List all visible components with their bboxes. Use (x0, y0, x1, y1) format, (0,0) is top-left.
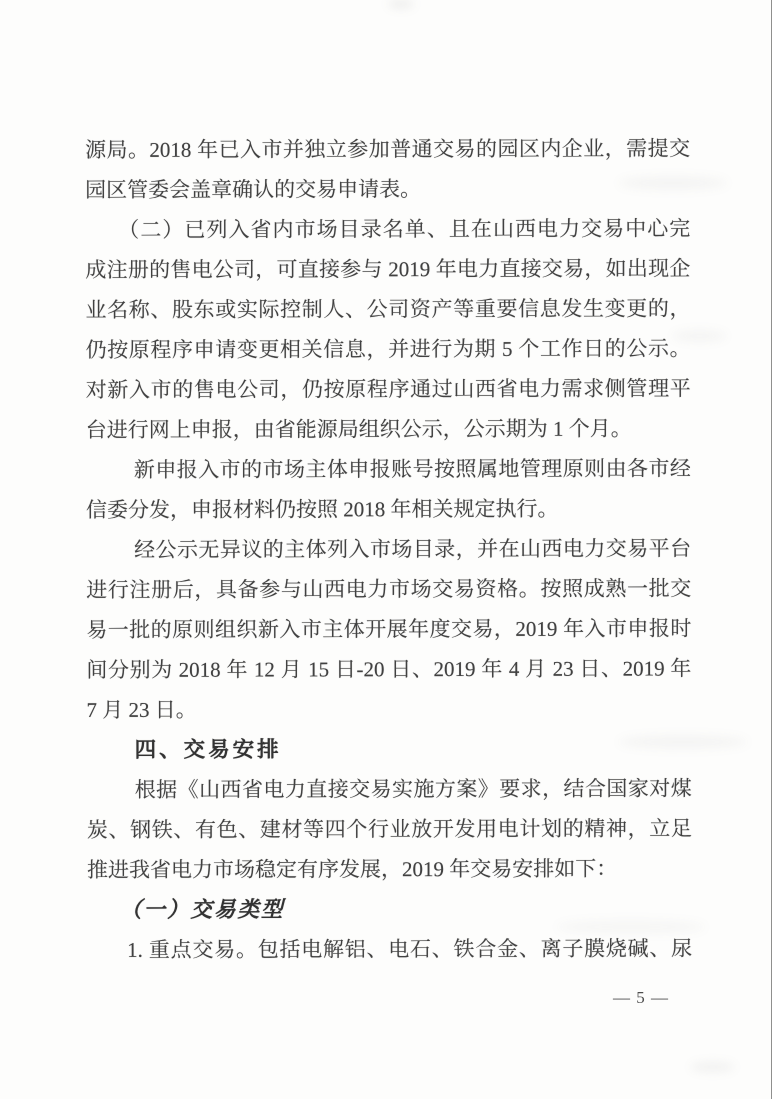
text-line: （二）已列入省内市场目录名单、且在山西电力交易中心完 (118, 216, 691, 242)
text-line: 园区管委会盖章确认的交易申请表。 (85, 177, 422, 202)
text-line: 仍按原程序申请变更相关信息，并进行为期 5 个工作日的公示。 (85, 336, 691, 362)
text-line: 1. 重点交易。包括电解铝、电石、铁合金、离子膜烧碱、尿 (127, 936, 693, 962)
section-heading: 四、交易安排 (134, 737, 282, 762)
text-line: 信委分发，申报材料仍按照 2018 年相关规定执行。 (85, 496, 559, 522)
text-line: 间分别为 2018 年 12 月 15 日-20 日、2019 年 4 月 23 日、2019 年 (86, 656, 692, 682)
text-line: 对新入市的售电公司，仍按原程序通过山西省电力需求侧管理平 (85, 376, 691, 402)
text-line: 推进我省电力市场稳定有序发展，2019 年交易安排如下： (86, 856, 618, 882)
document-body (85, 128, 692, 970)
text-line: 台进行网上申报，由省能源局组织公示，公示期为 1 个月。 (85, 416, 632, 442)
scan-artifact (388, 0, 414, 8)
text-line: 根据《山西省电力直接交易实施方案》要求，结合国家对煤 (134, 776, 692, 802)
text-line: 经公示无异议的主体列入市场目录，并在山西电力交易平台 (134, 536, 692, 562)
text-line: 业名称、股东或实际控制人、公司资产等重要信息发生变更的， (85, 296, 691, 322)
text-line: 成注册的售电公司，可直接参与 2019 年电力直接交易，如出现企 (85, 256, 691, 282)
subsection-heading: （一）交易类型 (120, 897, 285, 922)
text-line: 易一批的原则组织新入市主体开展年度交易，2019 年入市申报时 (86, 616, 692, 642)
text-line: 新申报入市的市场主体申报账号按照属地管理原则由各市经 (133, 456, 691, 482)
text-line: 7 月 23 日。 (86, 697, 197, 722)
text-line: 进行注册后，具备参与山西电力市场交易资格。按照成熟一批交 (86, 576, 692, 602)
text-line: 源局。2018 年已入市并独立参加普通交易的园区内企业，需提交 (85, 136, 691, 162)
scan-artifact (690, 1062, 735, 1072)
text-line: 炭、钢铁、有色、建材等四个行业放开发用电计划的精神，立足 (86, 816, 692, 842)
page-number: — 5 — (613, 988, 669, 1007)
